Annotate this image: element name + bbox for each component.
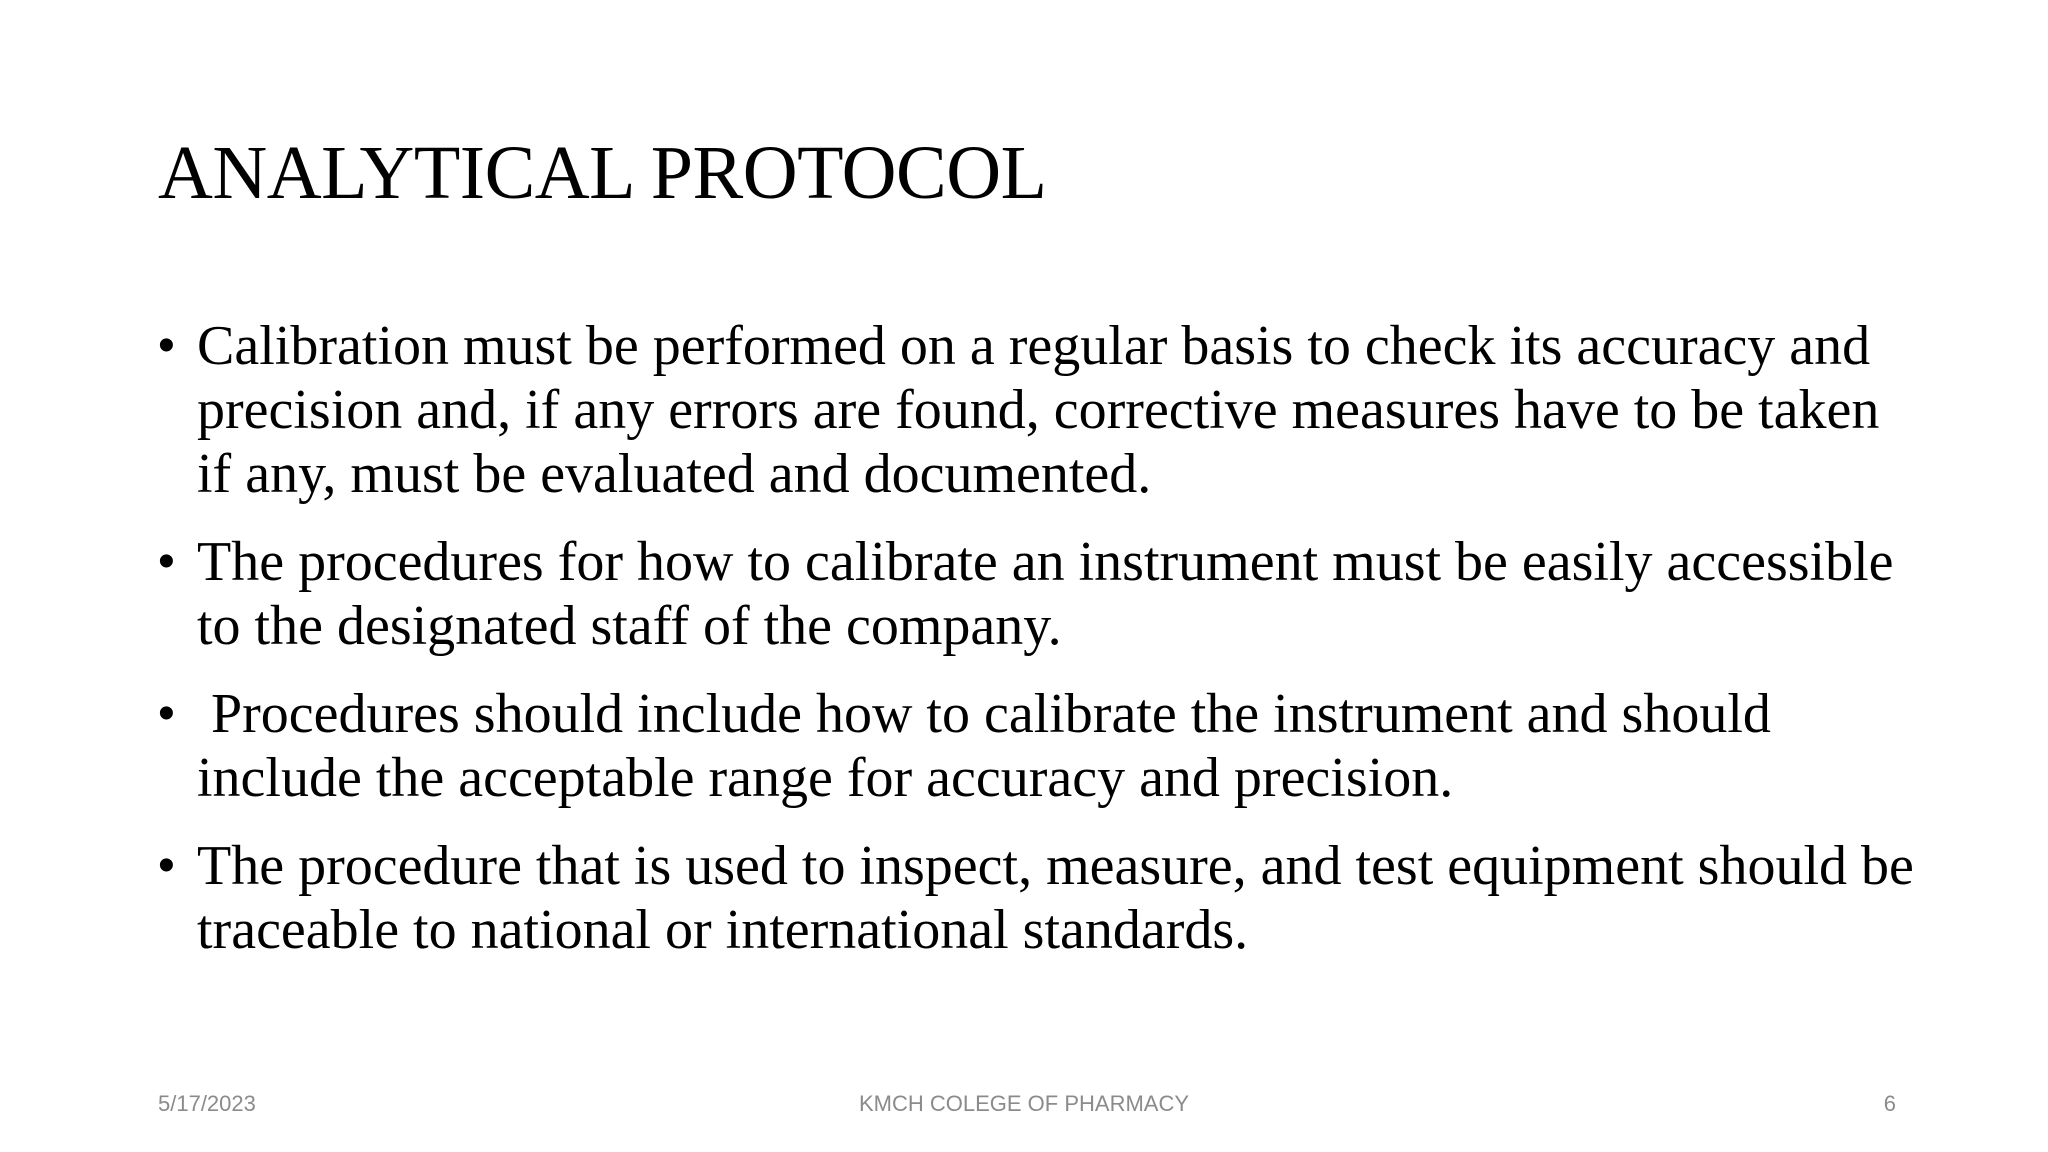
slide-title: ANALYTICAL PROTOCOL	[158, 131, 1047, 215]
footer-page-number: 6	[1883, 1091, 1896, 1116]
bullet-text: The procedures for how to calibrate an instrument must be easily accessible to the designated staff of the company.	[197, 531, 1894, 657]
bullet-item-traceability	[158, 834, 1918, 962]
bullet-dot-icon: •	[158, 687, 175, 740]
bullet-text: The procedure that is used to inspect, measure, and test equipment should be traceable to national or international standards.	[197, 835, 1914, 961]
bullet-item-calibration	[158, 314, 1918, 506]
bullet-dot-icon: •	[158, 535, 175, 588]
bullet-dot-icon: •	[158, 839, 175, 892]
bullet-item-procedures-access	[158, 530, 1918, 658]
footer-organization: KMCH COLEGE OF PHARMACY	[858, 1091, 1190, 1116]
footer-date: 5/17/2023	[158, 1091, 256, 1116]
bullet-item-procedures-content	[158, 682, 1918, 810]
bullet-dot-icon: •	[158, 319, 175, 372]
bullet-list	[158, 314, 1918, 986]
bullet-text: Procedures should include how to calibrate the instrument and should include the acceptable range for accuracy and precision.	[197, 683, 1785, 809]
bullet-text: Calibration must be performed on a regular basis to check its accuracy and precision and, if any errors are found, corrective measures have to be taken if any, must be evaluated and documented.	[197, 315, 1880, 505]
